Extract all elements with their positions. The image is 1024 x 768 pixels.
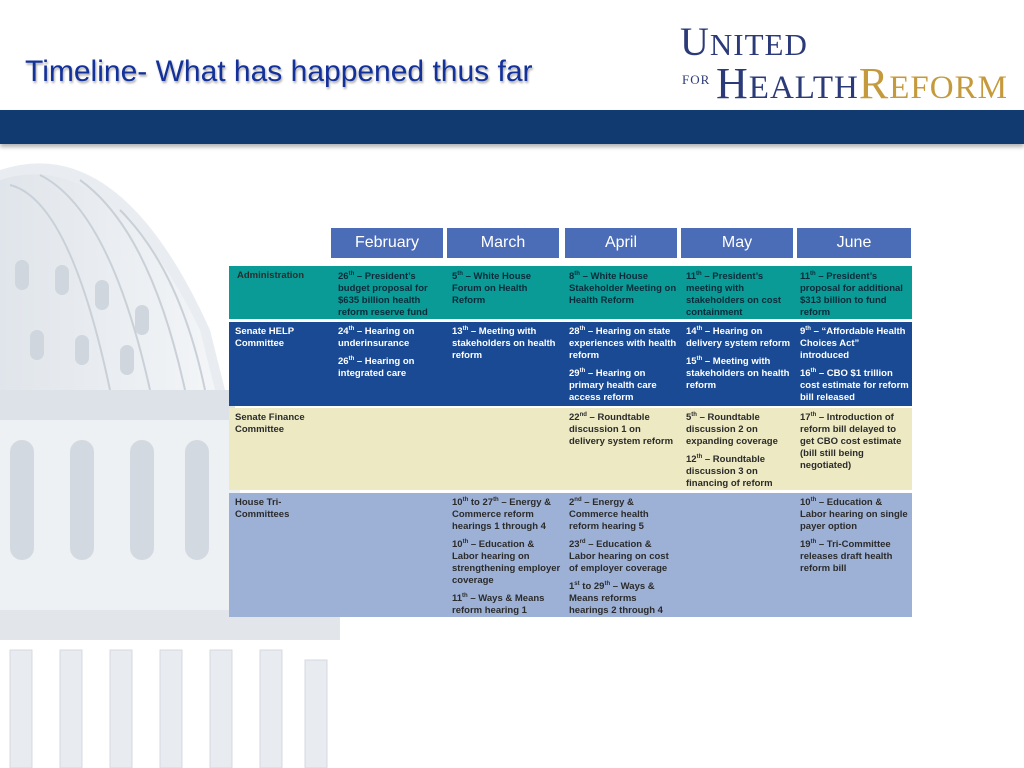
date-suffix: th <box>810 411 817 418</box>
event-text: – Hearing on integrated care <box>338 356 415 379</box>
date-suffix: th <box>579 325 586 332</box>
row-label-administration: Administration <box>237 270 305 281</box>
united-for-health-reform-logo <box>680 18 1020 108</box>
event-entry <box>452 497 561 533</box>
date-suffix: th <box>810 270 816 277</box>
month-header-march: March <box>447 228 559 258</box>
event-entry <box>686 326 795 350</box>
event-entry <box>569 581 678 617</box>
cell-0-may <box>686 271 795 325</box>
cell-3-march <box>452 497 561 623</box>
cell-1-june <box>800 326 909 410</box>
event-text: – Meeting with stakeholders on health reform <box>686 356 790 391</box>
event-text: – Education & Labor hearing on cost of employer coverage <box>569 539 669 574</box>
event-entry <box>452 271 561 307</box>
event-day: 26 <box>338 356 349 367</box>
cell-1-march <box>452 326 561 368</box>
cell-0-february <box>338 271 447 325</box>
cell-0-june <box>800 271 909 325</box>
event-text: – Education & Labor hearing on strengthening employer coverage <box>452 539 561 586</box>
cell-3-june <box>800 497 909 581</box>
date-suffix: th <box>696 453 703 460</box>
event-text: – Roundtable discussion 2 on expanding coverage <box>686 412 778 447</box>
date-suffix: th <box>810 496 817 503</box>
event-day: 23 <box>569 539 580 550</box>
date-suffix: th <box>810 538 817 545</box>
month-header-may: May <box>681 228 793 258</box>
event-day: 28 <box>569 326 580 337</box>
event-text: – Energy & Commerce reform hearings 1 through 4 <box>452 497 552 532</box>
event-text: – Hearing on primary health care access reform <box>569 368 657 403</box>
event-day: 17 <box>800 412 811 423</box>
event-text: – Hearing on delivery system reform <box>686 326 791 349</box>
event-text: – “Affordable Health Choices Act” introduced <box>800 326 906 361</box>
event-day: 5 <box>452 271 458 282</box>
cell-0-march <box>452 271 561 313</box>
date-suffix: th <box>348 325 355 332</box>
event-day: 2 <box>569 497 575 508</box>
event-entry <box>569 271 678 307</box>
month-header-june: June <box>797 228 911 258</box>
event-entry <box>800 271 909 319</box>
event-text: to 29 <box>579 581 605 592</box>
event-text: – Ways & Means reform hearing 1 <box>452 593 545 616</box>
event-entry <box>800 539 909 575</box>
row-label-senate-help: Senate HELP Committee <box>235 326 294 349</box>
event-text: – Ways & Means reforms hearings 2 through 4 <box>569 581 663 616</box>
month-header-february: February <box>331 228 443 258</box>
event-text: to 27 <box>468 497 494 508</box>
event-entry <box>800 497 909 533</box>
event-day: 5 <box>686 412 692 423</box>
date-suffix: th <box>579 367 586 374</box>
event-text: – Hearing on state experiences with health reform <box>569 326 677 361</box>
cell-0-april <box>569 271 678 313</box>
event-entry <box>800 368 909 404</box>
date-suffix: th <box>805 325 811 332</box>
month-header-april: April <box>565 228 677 258</box>
cell-1-may <box>686 326 795 398</box>
event-entry <box>338 326 447 350</box>
event-entry <box>569 326 678 362</box>
event-day: 16 <box>800 368 811 379</box>
event-day: 29 <box>569 368 580 379</box>
event-text: – White House Stakeholder Meeting on Health Reform <box>569 271 677 306</box>
date-suffix: th <box>696 355 703 362</box>
event-entry <box>569 412 678 448</box>
date-suffix: th <box>462 592 468 599</box>
event-day: 9 <box>800 326 806 337</box>
date-suffix: th <box>696 325 703 332</box>
event-day: 24 <box>338 326 349 337</box>
date-suffix: th <box>462 496 469 503</box>
event-text: – Meeting with stakeholders on health reform <box>452 326 556 361</box>
event-text: – Education & Labor hearing on single payer option <box>800 497 908 532</box>
event-day: 19 <box>800 539 811 550</box>
event-entry <box>569 539 678 575</box>
date-suffix: th <box>348 355 355 362</box>
logo-for-text: FOR <box>682 72 711 87</box>
event-day: 11 <box>452 593 463 604</box>
event-entry <box>800 412 909 472</box>
date-suffix: nd <box>579 411 587 418</box>
event-text: – CBO $1 trillion cost estimate for reform bill released <box>800 368 909 403</box>
event-entry <box>800 326 909 362</box>
date-suffix: st <box>574 580 580 587</box>
event-text: – Hearing on underinsurance <box>338 326 415 349</box>
date-suffix: th <box>574 270 580 277</box>
event-day: 15 <box>686 356 697 367</box>
event-day: 10 <box>800 497 811 508</box>
cell-1-april <box>569 326 678 410</box>
logo-united-text: UNITED <box>680 19 808 64</box>
event-entry <box>686 271 795 319</box>
date-suffix: rd <box>579 538 586 545</box>
event-day: 13 <box>452 326 463 337</box>
event-text: – President’s budget proposal for $635 billion health reform reserve fund <box>338 271 428 318</box>
event-entry <box>452 539 561 587</box>
logo-health-reform <box>716 58 1008 109</box>
event-entry <box>338 356 447 380</box>
logo-reform-text: REFORM <box>858 59 1008 108</box>
date-suffix: th <box>462 538 469 545</box>
date-suffix: th <box>348 270 355 277</box>
event-text: – White House Forum on Health Reform <box>452 271 532 306</box>
event-day: 10 <box>452 539 463 550</box>
cell-1-february <box>338 326 447 386</box>
date-suffix: th <box>604 580 611 587</box>
row-label-senate-finance: Senate Finance Committee <box>235 412 305 435</box>
header-band <box>0 110 1024 144</box>
logo-health-text: HEALTH <box>716 59 859 108</box>
date-suffix: th <box>457 270 463 277</box>
event-day: 11 <box>686 271 697 282</box>
event-day: 14 <box>686 326 697 337</box>
date-suffix: th <box>696 270 702 277</box>
event-entry <box>686 356 795 392</box>
date-suffix: th <box>691 411 697 418</box>
event-entry <box>452 593 561 617</box>
event-text: – Roundtable discussion 3 on financing of reform <box>686 454 773 489</box>
row-label-house-tri-committees: House Tri-Committees <box>235 497 290 520</box>
event-text: – Introduction of reform bill delayed to get CBO cost estimate (bill still being negotiated) <box>800 412 902 471</box>
event-day: 12 <box>686 454 697 465</box>
event-entry <box>686 454 795 490</box>
date-suffix: th <box>493 496 499 503</box>
event-text: – Tri-Committee releases draft health reform bill <box>800 539 893 574</box>
event-text: – Energy & Commerce health reform hearing 5 <box>569 497 649 532</box>
date-suffix: th <box>462 325 469 332</box>
event-day: 26 <box>338 271 349 282</box>
cell-2-june <box>800 412 909 478</box>
event-day: 1 <box>569 581 575 592</box>
event-day: 8 <box>569 271 575 282</box>
event-entry <box>452 326 561 362</box>
event-day: 10 <box>452 497 463 508</box>
event-day: 11 <box>800 271 811 282</box>
event-entry <box>569 497 678 533</box>
event-entry <box>686 412 795 448</box>
cell-2-may <box>686 412 795 496</box>
date-suffix: th <box>810 367 817 374</box>
event-text: – Roundtable discussion 1 on delivery system reform <box>569 412 674 447</box>
event-day: 22 <box>569 412 580 423</box>
event-entry <box>569 368 678 404</box>
cell-2-april <box>569 412 678 454</box>
date-suffix: nd <box>574 496 582 503</box>
event-text: – President’s meeting with stakeholders on cost containment <box>686 271 782 318</box>
slide-title: Timeline- What has happened thus far <box>25 55 533 88</box>
event-entry <box>338 271 447 319</box>
event-text: – President’s proposal for additional $313 billion to fund reform <box>800 271 903 318</box>
cell-3-april <box>569 497 678 623</box>
